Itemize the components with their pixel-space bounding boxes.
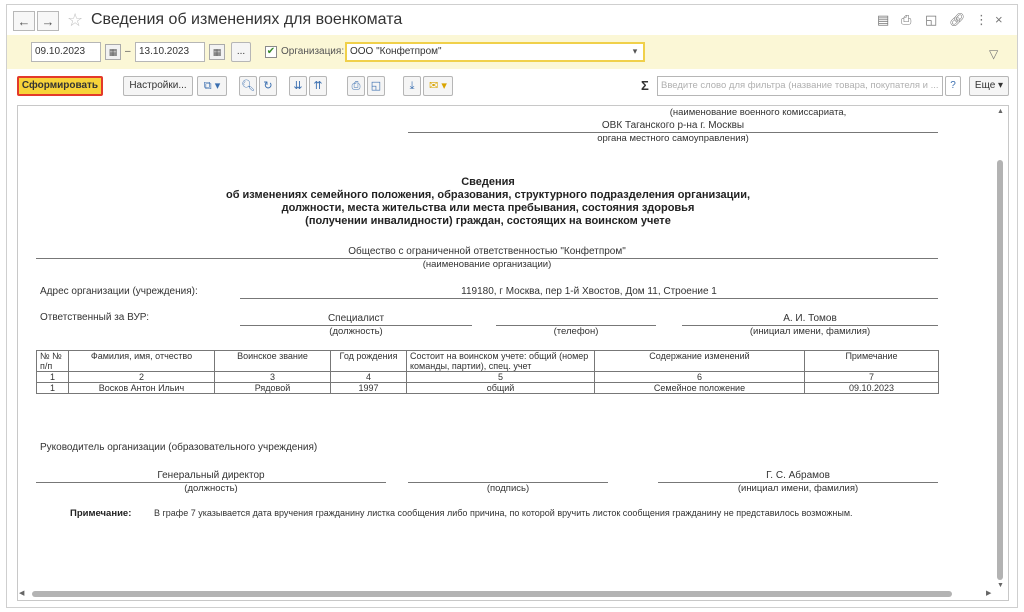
column-number: 2 [69,372,215,383]
table-cell: Семейное положение [595,383,805,394]
table-column-numbers-row [37,372,939,383]
column-number: 3 [215,372,331,383]
position-caption: (должность) [184,483,238,494]
head-label: Руководитель организации (образовательного учреждения) [40,442,318,453]
column-header: Год рождения [331,351,407,372]
report-heading: (получении инвалидности) граждан, состоящих на воинском учете [305,215,671,227]
table-cell: 1997 [331,383,407,394]
table-cell: Восков Антон Ильич [69,383,215,394]
copy-icon: ⧉ [203,80,212,92]
search-icon: 🔍︎ [241,80,255,92]
note-label: Примечание: [70,508,132,519]
table-cell: общий [407,383,595,394]
scroll-down-icon[interactable]: ▼ [997,582,1004,589]
expand-icon: ⇊ [293,80,303,92]
arrow-left-icon: ← [17,13,31,29]
report-heading: об изменениях семейного положения, образования, структурного подразделения организации, [225,189,751,201]
commissariat-value: ОВК Таганского р-на г. Москвы [601,120,745,131]
position-caption: (должность) [329,326,383,337]
column-number: 4 [331,372,407,383]
calendar-icon[interactable]: ▦ [209,44,225,60]
scrollbar-thumb[interactable] [32,591,952,597]
column-header: Фамилия, имя, отчество [69,351,215,372]
scroll-right-icon[interactable]: ▶ [986,590,992,597]
underline [240,298,938,299]
note-text: В графе 7 указывается дата вручения гражданину листка сообщения либо причина, по которой вручить листок сообщения гражданину не представилось возможным. [154,508,853,518]
column-number: 1 [37,372,69,383]
title-bar [7,5,1017,35]
search-placeholder: Введите слово для фильтра (название товара, покупателя и ... [661,80,939,91]
select-period-button[interactable]: ... [231,42,251,62]
search-next-icon: ↻ [263,80,273,92]
column-number: 7 [805,372,939,383]
responsible-label: Ответственный за ВУР: [40,312,150,323]
vertical-scrollbar[interactable] [996,108,1004,596]
horizontal-scrollbar[interactable] [19,590,994,598]
arrow-right-icon: → [41,13,55,29]
column-number: 5 [407,372,595,383]
generate-button[interactable]: Сформировать [17,76,103,96]
commissariat-caption: (наименование военного комиссариата, [669,107,847,118]
report-window [6,4,1018,608]
local-gov-caption: органа местного самоуправления) [597,133,749,144]
favorite-star-icon[interactable]: ☆ [67,10,84,30]
collapse-groups-button[interactable] [309,76,327,96]
address-label: Адрес организации (учреждения): [40,286,198,297]
print-icon: ⎙ [351,80,361,92]
window-title: Сведения об изменениях для военкомата [91,11,403,28]
settings-button[interactable]: Настройки... [123,76,193,96]
name-caption: (инициал имени, фамилия) [749,326,871,337]
address-value: 119180, г Москва, пер 1-й Хвостов, Дом 11, Строение 1 [461,286,717,297]
table-cell: 1 [37,383,69,394]
table-header-row [37,351,939,372]
preview-button[interactable] [367,76,385,96]
report-document [17,105,1009,601]
print-button[interactable] [347,76,365,96]
expand-groups-button[interactable] [289,76,307,96]
date-from-input[interactable]: 09.10.2023 [31,42,101,62]
send-email-button[interactable]: ✉ ▾ [423,76,453,96]
column-header: Содержание изменений [595,351,805,372]
organization-input[interactable]: ООО "Конфетпром" [345,42,645,62]
close-icon[interactable]: × [995,12,1003,27]
preview-icon[interactable]: ◱ [925,12,938,27]
more-vertical-icon[interactable]: ⋮ [975,12,988,27]
back-button[interactable] [13,11,35,31]
phone-caption: (телефон) [553,326,599,337]
name-caption: (инициал имени, фамилия) [737,483,859,494]
column-header: Примечание [805,351,939,372]
column-header: № № п/п [37,351,69,372]
scroll-up-icon[interactable]: ▲ [997,108,1004,115]
save-icon[interactable]: ▤ [877,12,890,27]
column-header: Состоит на воинском учете: общий (номер команды, партии), спец. учет [407,351,595,372]
responsible-name: А. И. Томов [783,313,837,324]
table-cell: 09.10.2023 [805,383,939,394]
print-icon[interactable]: ⎙ [901,12,912,27]
mail-icon: ✉ [429,80,439,92]
org-name-caption: (наименование организации) [422,259,552,270]
date-to-input[interactable]: 13.10.2023 [135,42,205,62]
forward-button[interactable] [37,11,59,31]
column-number: 6 [595,372,805,383]
sum-icon: Σ [641,78,649,93]
org-name-value: Общество с ограниченной ответственностью "Конфетпром" [348,246,626,257]
report-toolbar [7,69,1017,103]
preview-icon: ◱ [370,80,382,92]
organization-checkbox[interactable]: ✔ [266,46,276,57]
report-heading: должности, места жительства или места пребывания, состояния здоровья [281,202,695,214]
link-icon[interactable]: 🔗︎ [949,12,966,27]
collapse-icon: ⇈ [313,80,323,92]
dropdown-arrow-icon[interactable]: ▾ [627,44,643,60]
head-position: Генеральный директор [157,470,265,481]
scroll-left-icon[interactable]: ◀ [19,590,25,597]
organization-label: Организация: [281,46,345,57]
changes-table [36,350,939,394]
calendar-icon[interactable]: ▦ [105,44,121,60]
search-filter-input[interactable] [657,76,943,96]
find-button[interactable] [239,76,257,96]
column-header: Воинское звание [215,351,331,372]
responsible-position: Специалист [327,313,385,324]
filter-icon[interactable]: ▽ [989,47,999,61]
report-heading: Сведения [461,176,515,188]
date-separator: – [125,46,131,57]
scrollbar-thumb[interactable] [997,160,1003,580]
filter-panel [7,35,1017,69]
save-file-button[interactable] [403,76,421,96]
variants-dropdown-button[interactable]: ⧉ ▾ [197,76,227,96]
head-name: Г. С. Абрамов [766,470,830,481]
more-button[interactable]: Еще ▾ [969,76,1009,96]
signature-caption: (подпись) [486,483,530,494]
table-row[interactable] [37,383,939,394]
find-next-button[interactable] [259,76,277,96]
help-button[interactable]: ? [945,76,961,96]
table-cell: Рядовой [215,383,331,394]
download-icon: ⤓ [409,80,415,92]
